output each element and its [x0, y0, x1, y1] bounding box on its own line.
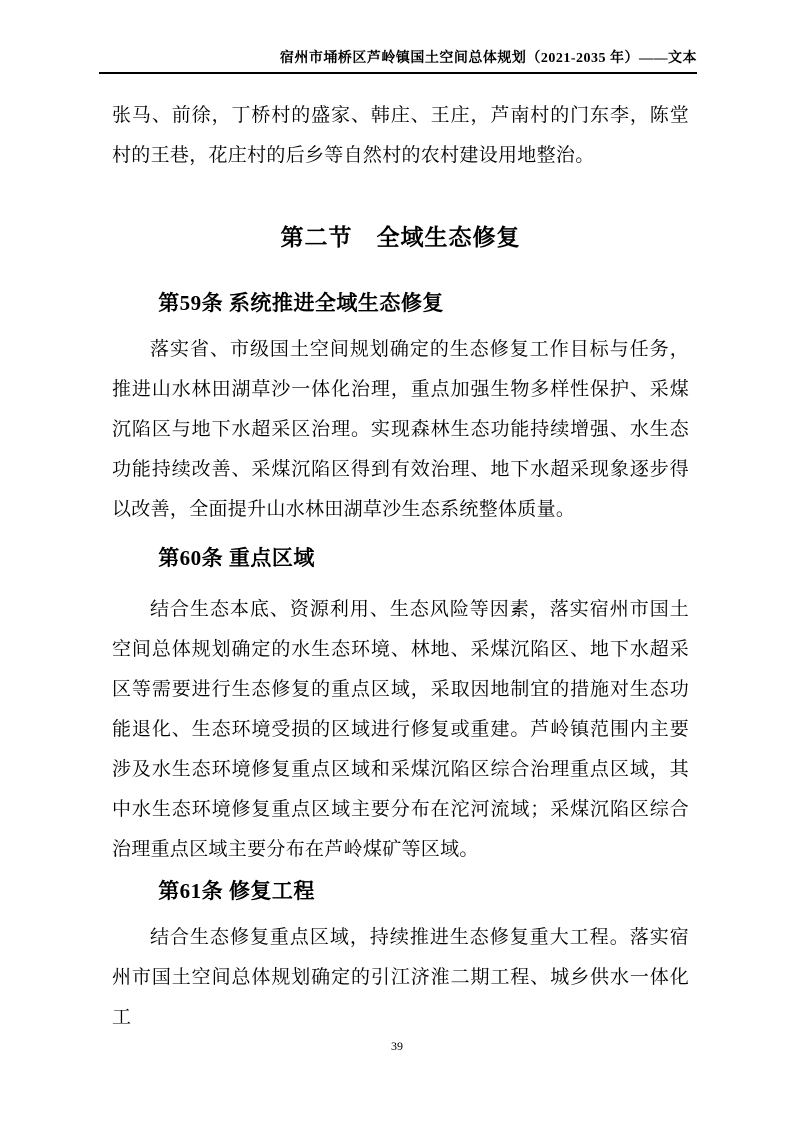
article-heading-60: 第60条 重点区域	[158, 546, 315, 570]
page-number: 39	[391, 1039, 403, 1053]
article-body-61: 结合生态修复重点区域，持续推进生态修复重大工程。落实宿州市国土空间总体规划确定的引江济淮二期工程、城乡供水一体化工	[112, 927, 689, 1028]
page-footer	[0, 1038, 794, 1054]
article-body-59: 落实省、市级国土空间规划确定的生态修复工作目标与任务，推进山水林田湖草沙一体化治理，重点加强生物多样性保护、采煤沉陷区与地下水超采区治理。实现森林生态功能持续增强、水生态功能持续改善、采煤沉陷区得到有效治理、地下水超采现象逐步得以改善，全面提升山水林田湖草沙生态系统整体质量。	[112, 339, 689, 520]
article-heading-59: 第59条 系统推进全域生态修复	[158, 291, 444, 315]
article-heading-61: 第61条 修复工程	[158, 879, 315, 903]
document-content	[112, 96, 689, 1038]
section-heading: 第二节 全域生态修复	[280, 225, 521, 250]
page-header	[99, 50, 697, 74]
page-header-title: 宿州市埇桥区芦岭镇国土空间总体规划（2021-2035 年）——文本	[279, 51, 697, 66]
article-body-60: 结合生态本底、资源利用、生态风险等因素，落实宿州市国土空间总体规划确定的水生态环境、林地、采煤沉陷区、地下水超采区等需要进行生态修复的重点区域，采取因地制宜的措施对生态功能退化、生态环境受损的区域进行修复或重建。芦岭镇范围内主要涉及水生态环境修复重点区域和采煤沉陷区综合治理重点区域，其中水生态环境修复重点区域主要分布在沱河流域；采煤沉陷区综合治理重点区域主要分布在芦岭煤矿等区域。	[112, 599, 689, 860]
body-paragraph-continuation: 张马、前徐，丁桥村的盛家、韩庄、王庄，芦南村的门东李，陈堂村的王巷，花庄村的后乡等自然村的农村建设用地整治。	[112, 105, 689, 166]
